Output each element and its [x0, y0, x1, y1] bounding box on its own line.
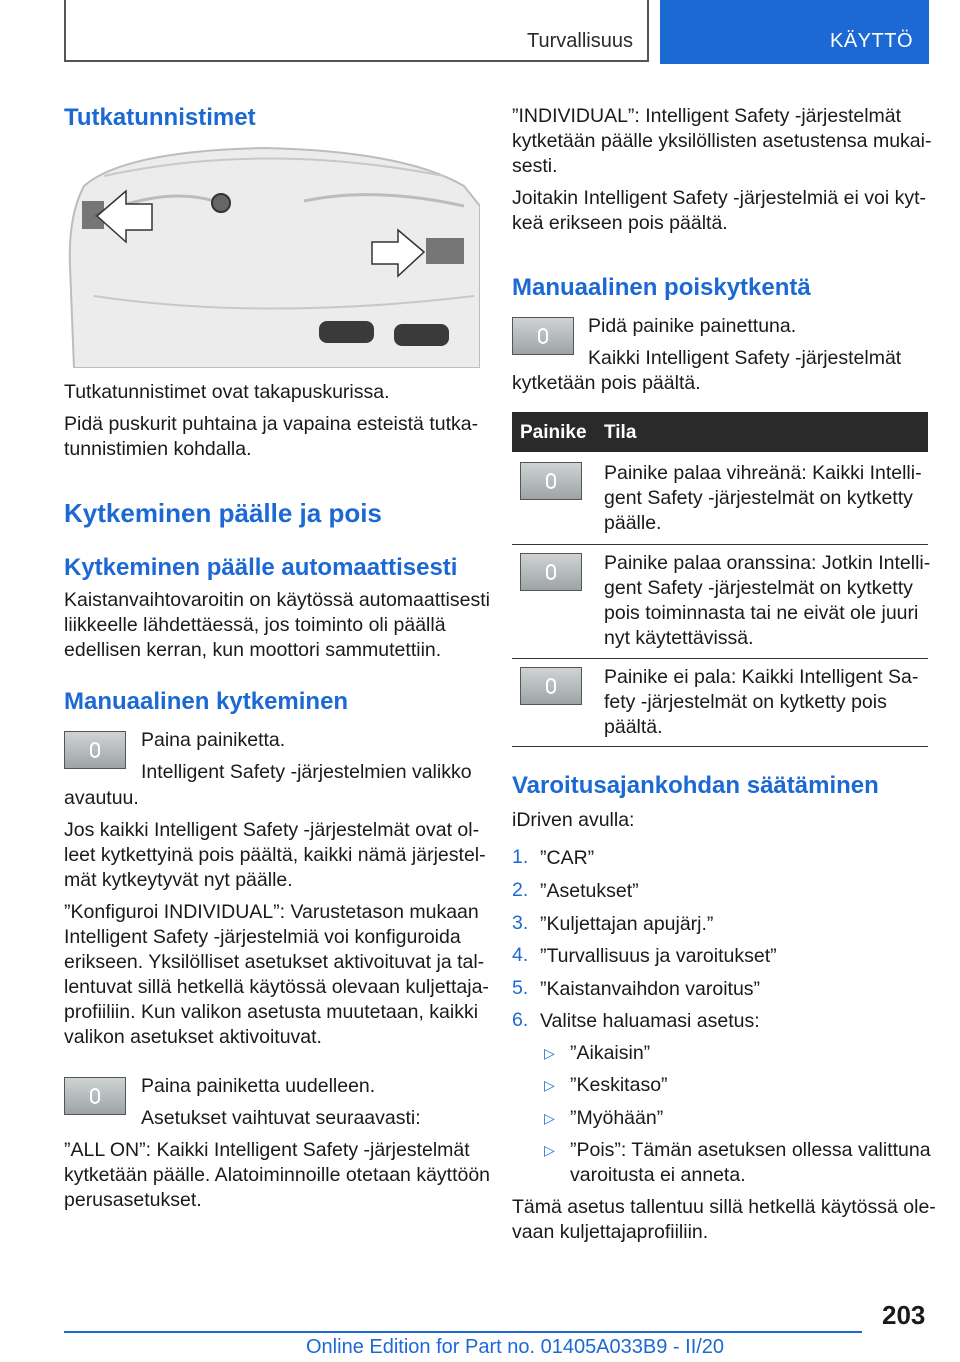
- row2-line4: nyt käytettävissä.: [604, 627, 754, 649]
- text-auto-2: liikkeelle lähdettäessä, jos toiminto oli päällä: [64, 614, 446, 636]
- safety-button-icon: [64, 731, 126, 769]
- text-sensors-location: Tutkatunnistimet ovat takapuskurissa.: [64, 381, 390, 403]
- text-allon-3: perusasetukset.: [64, 1189, 202, 1211]
- footer-rule: [64, 1331, 862, 1333]
- text-allon-1: ”ALL ON”: Kaikki Intelligent Safety -järjestelmät: [64, 1139, 470, 1161]
- text-alloff-2: kytketään pois päältä.: [512, 372, 701, 394]
- row1-line2: gent Safety -järjestelmät on kytketty: [604, 487, 913, 509]
- text-idrive: iDriven avulla:: [512, 809, 635, 831]
- section-tab: [64, 0, 649, 62]
- heading-auto-on: Kytkeminen päälle automaattisesti: [64, 554, 458, 581]
- text-auto-3: edellisen kerran, kun moottori sammutettiin.: [64, 639, 442, 661]
- row3-line1: Painike ei pala: Kaikki Intelligent Sa-: [604, 666, 919, 688]
- row1-line1: Painike palaa vihreänä: Kaikki Intelli-: [604, 462, 922, 484]
- text-conf-6: valikon asetukset aktivoituvat.: [64, 1026, 322, 1048]
- text-auto-1: Kaistanvaihtovaroitin on käytössä automaattisesti: [64, 589, 490, 611]
- step-text: ”CAR”: [540, 847, 595, 869]
- row2-line2: gent Safety -järjestelmät on kytketty: [604, 577, 913, 599]
- car-rear-illustration: [64, 146, 480, 368]
- step-number: 4.: [512, 944, 529, 966]
- safety-button-icon: [512, 317, 574, 355]
- text-allon-2: kytketään päälle. Alatoiminnoille otetaan käyttöön: [64, 1164, 491, 1186]
- step-number: 3.: [512, 912, 529, 934]
- table-divider: [512, 544, 928, 545]
- text-save-1: Tämä asetus tallentuu sillä hetkellä käytössä ole-: [512, 1196, 936, 1218]
- safety-button-icon: [520, 553, 582, 591]
- text-hold-button: Pidä painike painettuna.: [588, 315, 797, 337]
- step-number: 5.: [512, 977, 529, 999]
- row2-line3: pois toiminnasta tai ne eivät ole juuri: [604, 602, 919, 624]
- text-settings-change: Asetukset vaihtuvat seuraavasti:: [141, 1107, 421, 1129]
- row2-line1: Painike palaa oranssina: Jotkin Intelli-: [604, 552, 931, 574]
- bullet-triangle-icon: ▷: [544, 1077, 555, 1093]
- chapter-title: KÄYTTÖ: [829, 30, 913, 52]
- safety-button-icon: [64, 1077, 126, 1115]
- bullet-triangle-icon: ▷: [544, 1110, 555, 1126]
- text-all-3: mät kytkeytyvät nyt päälle.: [64, 869, 293, 891]
- safety-button-icon: [520, 667, 582, 705]
- step-text: ”Kaistanvaihdon varoitus”: [540, 978, 761, 1000]
- chapter-tab: [660, 0, 929, 64]
- heading-on-off: Kytkeminen päälle ja pois: [64, 498, 382, 528]
- step-number: 1.: [512, 846, 529, 868]
- text-all-1: Jos kaikki Intelligent Safety -järjestelmät ovat ol-: [64, 819, 480, 841]
- step-text: ”Kuljettajan apujärj.”: [540, 913, 714, 935]
- page-number: 203: [882, 1300, 926, 1330]
- row3-line3: päältä.: [604, 716, 663, 738]
- text-keep-clean-1: Pidä puskurit puhtaina ja vapaina esteistä tutka-: [64, 413, 479, 435]
- safety-button-icon: [520, 462, 582, 500]
- text-ind-3: sesti.: [512, 155, 558, 177]
- text-conf-3: erikseen. Yksilölliset asetukset aktivoituvat ja tal-: [64, 951, 485, 973]
- row1-line3: päälle.: [604, 512, 662, 534]
- heading-manual-off: Manuaalinen poiskytkentä: [512, 274, 811, 301]
- text-conf-2: Intelligent Safety -järjestelmiä voi konfiguroida: [64, 926, 461, 948]
- text-all-2: leet kytkettyinä pois päältä, kaikki nämä järjestel-: [64, 844, 486, 866]
- text-menu-1: Intelligent Safety -järjestelmien valikko: [141, 761, 472, 783]
- option-text: ”Pois”: Tämän asetuksen ollessa valittuna: [570, 1139, 931, 1161]
- text-conf-4: lentuvat sillä hetkellä käytössä olevaan kuljettaja-: [64, 976, 489, 998]
- heading-radar-sensors: Tutkatunnistimet: [64, 104, 256, 131]
- table-divider: [512, 746, 928, 747]
- text-some-1: Joitakin Intelligent Safety -järjestelmiä ei voi kyt-: [512, 187, 927, 209]
- option-text: ”Myöhään”: [570, 1107, 664, 1129]
- bullet-triangle-icon: ▷: [544, 1142, 555, 1158]
- option-text: varoitusta ei anneta.: [570, 1164, 746, 1186]
- text-press-button: Paina painiketta.: [141, 729, 286, 751]
- text-ind-2: kytketään päälle yksilöllisten asetustensa mukai-: [512, 130, 932, 152]
- text-press-again: Paina painiketta uudelleen.: [141, 1075, 376, 1097]
- option-text: ”Keskitaso”: [570, 1074, 668, 1096]
- step-text: Valitse haluamasi asetus:: [540, 1010, 760, 1032]
- text-some-2: keä erikseen pois päältä.: [512, 212, 728, 234]
- step-number: 2.: [512, 879, 529, 901]
- table-divider: [512, 658, 928, 659]
- col-status: Tila: [604, 422, 637, 443]
- row3-line2: fety -järjestelmät on kytketty pois: [604, 691, 887, 713]
- status-table-header: [512, 412, 928, 452]
- text-save-2: vaan kuljettajaprofiiliin.: [512, 1221, 709, 1243]
- option-text: ”Aikaisin”: [570, 1042, 651, 1064]
- text-menu-2: avautuu.: [64, 787, 139, 809]
- edition-info: Online Edition for Part no. 01405A033B9 - II/20: [306, 1336, 725, 1358]
- heading-manual-on: Manuaalinen kytkeminen: [64, 688, 349, 715]
- col-button: Painike: [520, 422, 587, 443]
- heading-warning-timing: Varoitusajankohdan säätäminen: [512, 772, 879, 799]
- bullet-triangle-icon: ▷: [544, 1045, 555, 1061]
- text-conf-1: ”Konfiguroi INDIVIDUAL”: Varustetason mukaan: [64, 901, 479, 923]
- text-conf-5: profiiliin. Kun valikon asetusta muutetaan, kaikki: [64, 1001, 479, 1023]
- text-ind-1: ”INDIVIDUAL”: Intelligent Safety -järjestelmät: [512, 105, 902, 127]
- step-text: ”Asetukset”: [540, 880, 639, 902]
- page-header: [64, 0, 929, 66]
- section-title: Turvallisuus: [527, 30, 633, 52]
- text-alloff-1: Kaikki Intelligent Safety -järjestelmät: [588, 347, 902, 369]
- text-keep-clean-2: tunnistimien kohdalla.: [64, 438, 252, 460]
- step-number: 6.: [512, 1009, 529, 1031]
- step-text: ”Turvallisuus ja varoitukset”: [540, 945, 777, 967]
